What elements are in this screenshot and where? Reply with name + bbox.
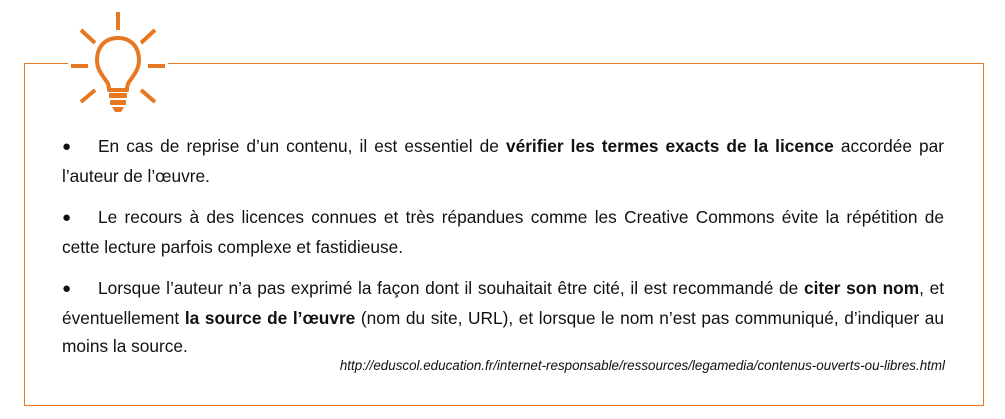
item-text: , et éventuellement <box>62 278 945 328</box>
lightbulb-icon <box>68 10 168 114</box>
item-emphasis: la source de l’œuvre <box>184 307 356 328</box>
bullet-icon: ● <box>62 138 72 155</box>
item-text: Le recours à des licences connues et très répandues comme les Creative Commons évite la répétition de cette lecture parfois complexe et fastidieuse. <box>62 207 944 257</box>
item-emphasis: vérifier les termes exacts de la licence <box>505 136 834 156</box>
bullet-icon: ● <box>62 280 72 297</box>
list-item <box>62 203 944 261</box>
list-item <box>62 132 944 190</box>
item-emphasis: citer son nom <box>803 278 920 298</box>
bullet-icon: ● <box>62 209 72 226</box>
item-text: Lorsque l’auteur n’a pas exprimé la façon dont il souhaitait être cité, il est recommandé de <box>98 278 804 298</box>
item-text: accordée par l’auteur de l’œuvre. <box>62 136 944 186</box>
item-text: (nom du site, URL), et lorsque le nom n’est pas communiqué, d’indiquer au moins la source. <box>62 307 944 356</box>
item-text: En cas de reprise d’un contenu, il est essentiel de <box>98 136 506 156</box>
list-item <box>62 274 944 361</box>
content <box>62 132 944 374</box>
source-url: http://eduscol.education.fr/internet-responsable/ressources/legamedia/contenus-ouverts-ou-libres.html <box>339 358 945 373</box>
